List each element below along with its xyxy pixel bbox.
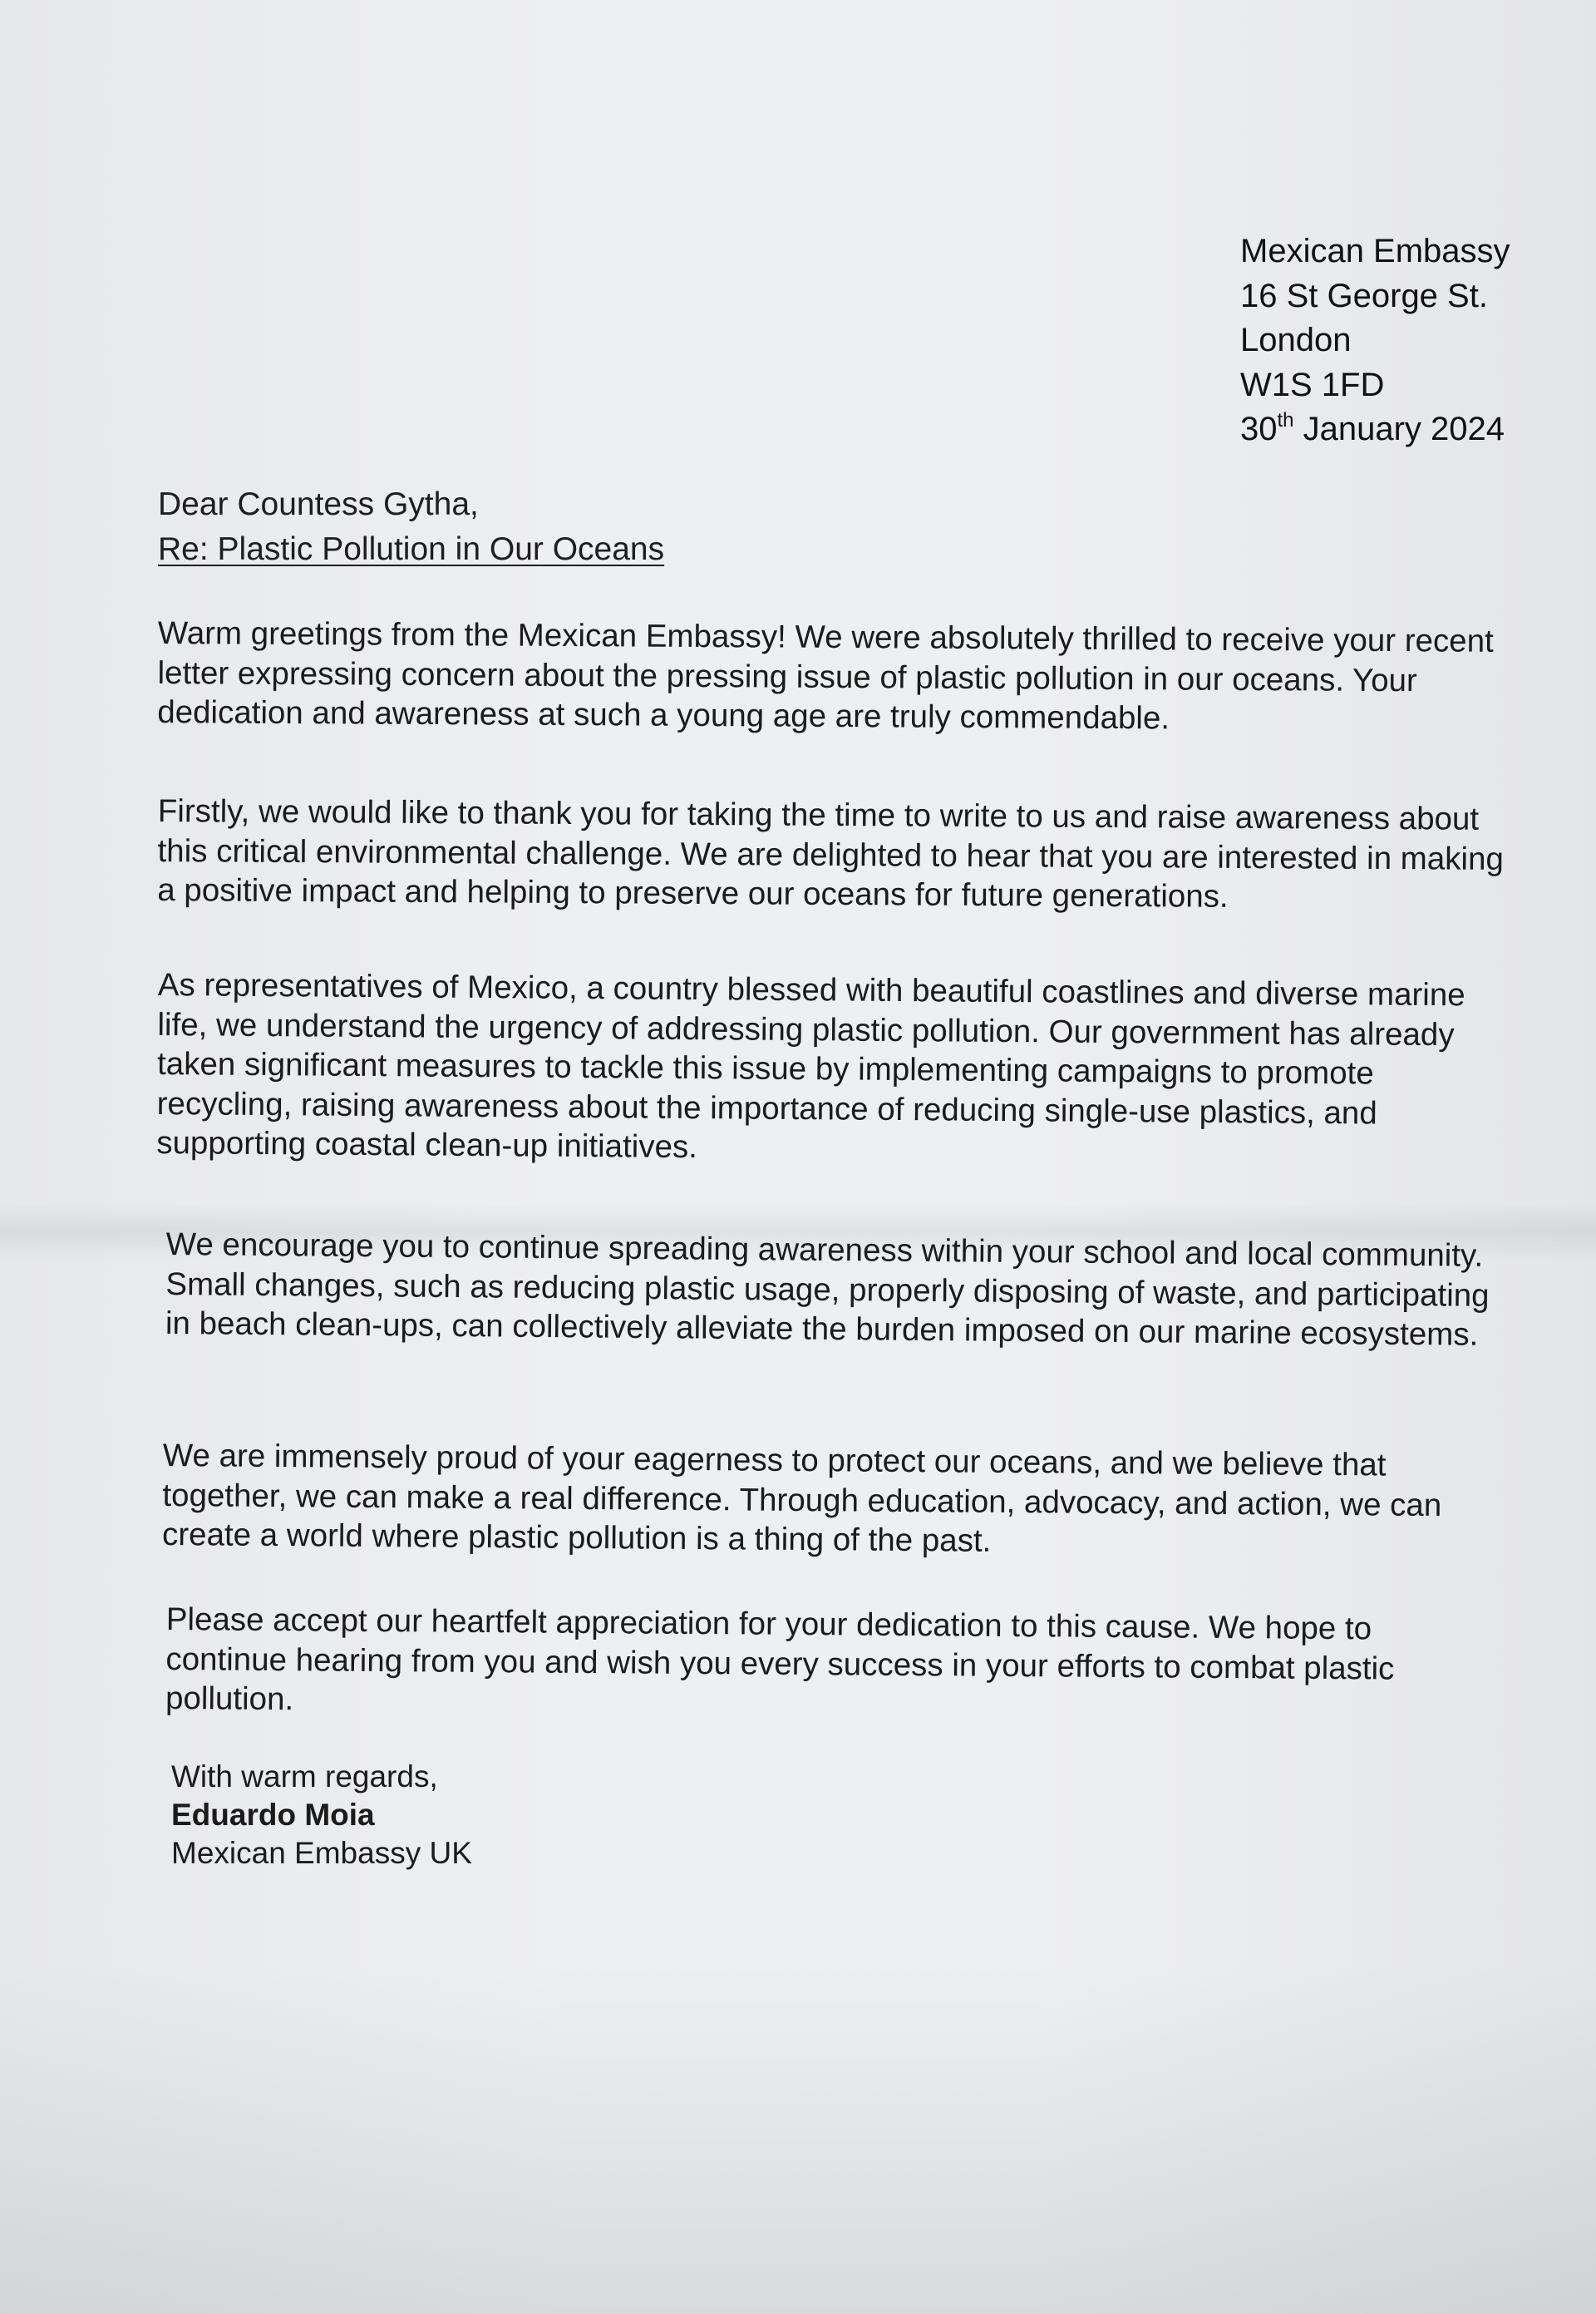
address-line-postcode: W1S 1FD — [1240, 366, 1385, 403]
paragraph-6: Please accept our heartfelt appreciation for your dedication to this cause. We hope to continue hearing from you and wish you every success in your efforts to combat plastic pollution. — [165, 1601, 1395, 1718]
signatory-organization: Mexican Embassy UK — [171, 1836, 472, 1870]
signatory-name: Eduardo Moia — [171, 1798, 375, 1832]
subject-line: Re: Plastic Pollution in Our Oceans — [158, 531, 665, 567]
closing-regards: With warm regards, — [171, 1759, 438, 1793]
paragraph-5: We are immensely proud of your eagerness to protect our oceans, and we believe that together, we can make a real difference. Through education, advocacy, and action, we can create a world where plastic pollution is a thing of the past. — [161, 1437, 1442, 1559]
paragraph-3: As representatives of Mexico, a country blessed with beautiful coastlines and diverse marine life, we understand the urgency of addressing plastic pollution. Our government has already taken significant measures to tackle this issue by implementing campaigns to promote recycling, raising awareness about the importance of reducing single-use plastics, and supporting coastal clean-up initiatives. — [156, 966, 1465, 1166]
address-line-city: London — [1240, 322, 1352, 358]
greeting: Dear Countess Gytha, — [158, 486, 479, 522]
address-line-street: 16 St George St. — [1240, 277, 1488, 314]
date-day: 30 — [1240, 411, 1278, 447]
date-suffix: th — [1277, 409, 1294, 432]
salutation-block — [158, 482, 664, 572]
date-month-year: January 2024 — [1293, 411, 1505, 447]
letter-date — [1240, 407, 1510, 452]
address-line-organization: Mexican Embassy — [1240, 233, 1510, 269]
paragraph-4: We encourage you to continue spreading awareness within your school and local community. Small changes, such as reducing plastic usage, properly disposing of waste, and participating in beach clean-ups, can collectively alleviate the burden imposed on our marine ecosystems. — [165, 1226, 1490, 1353]
closing-block — [171, 1758, 472, 1872]
paragraph-2: Firstly, we would like to thank you for taking the time to write to us and raise awareness about this critical environmental challenge. We are delighted to hear that you are interested in making a positive impact and helping to preserve our oceans for future generations. — [157, 792, 1505, 915]
sender-address — [1240, 229, 1510, 452]
paragraph-1: Warm greetings from the Mexican Embassy! We were absolutely thrilled to receive your recent letter expressing concern about the pressing issue of plastic pollution in our oceans. Your dedication and awareness at such a young age are truly commendable. — [157, 614, 1494, 737]
